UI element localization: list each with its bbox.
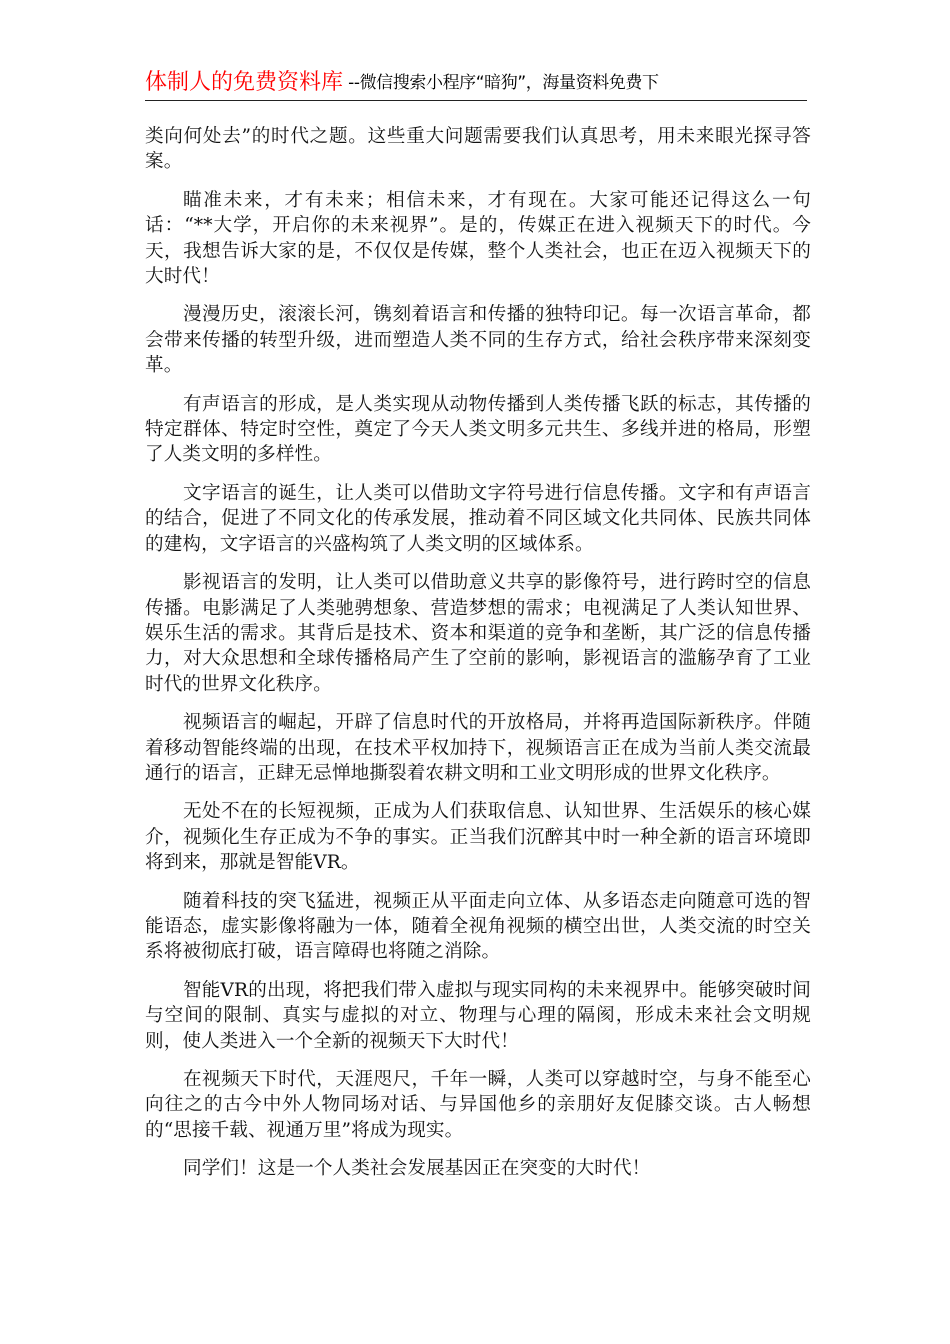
paragraph: 影视语言的发明，让人类可以借助意义共享的影像符号，进行跨时空的信息传播。电影满足了人类驰骋想象、营造梦想的需求；电视满足了人类认知世界、娱乐生活的需求。其背后是技术、资本和渠道的竞争和垄断，其广泛的信息传播力，对大众思想和全球传播格局产生了空前的影响，影视语言的滥觞孕育了工业时代的世界文化秩序。 — [145, 572, 811, 695]
page-header — [145, 70, 807, 101]
paragraph: 智能VR的出现，将把我们带入虚拟与现实同构的未来视界中。能够突破时间与空间的限制、真实与虚拟的对立、物理与心理的隔阂，形成未来社会文明规则，使人类进入一个全新的视频天下大时代！ — [145, 979, 811, 1052]
document-body — [145, 124, 811, 1195]
paragraph: 视频语言的崛起，开辟了信息时代的开放格局，并将再造国际新秩序。伴随着移动智能终端的出现，在技术平权加持下，视频语言正在成为当前人类交流最通行的语言，正肆无忌惮地撕裂着农耕文明和工业文明形成的世界文化秩序。 — [145, 712, 811, 784]
paragraph: 同学们！这是一个人类社会发展基因正在突变的大时代！ — [183, 1158, 651, 1180]
paragraph: 无处不在的长短视频，正成为人们获取信息、认知世界、生活娱乐的核心媒介，视频化生存正成为不争的事实。正当我们沉醉其中时一种全新的语言环境即将到来，那就是智能VR。 — [145, 801, 811, 874]
paragraph: 在视频天下时代，天涯咫尺，千年一瞬，人类可以穿越时空，与身不能至心向往之的古今中外人物同场对话、与异国他乡的亲朋好友促膝交谈。古人畅想的“思接千载、视通万里”将成为现实。 — [145, 1069, 811, 1141]
paragraph: 漫漫历史，滚滚长河，镌刻着语言和传播的独特印记。每一次语言革命，都会带来传播的转型升级，进而塑造人类不同的生存方式，给社会秩序带来深刻变革。 — [145, 304, 811, 377]
paragraph: 文字语言的诞生，让人类可以借助文字符号进行信息传播。文字和有声语言的结合，促进了不同文化的传承发展，推动着不同区域文化共同体、民族共同体的建构，文字语言的兴盛构筑了人类文明的区域体系。 — [145, 482, 811, 555]
paragraph: 有声语言的形成，是人类实现从动物传播到人类传播飞跃的标志，其传播的特定群体、特定时空性，奠定了今天人类文明多元共生、多线并进的格局，形塑了人类文明的多样性。 — [145, 393, 811, 466]
header-title: 体制人的免费资料库 — [145, 70, 344, 95]
paragraph: 瞄准未来，才有未来；相信未来，才有现在。大家可能还记得这么一句话：“**大学，开启你的未来视界”。是的，传媒正在进入视频天下的时代。今天，我想告诉大家的是，不仅仅是传媒，整个人类社会，也正在迈入视频天下的大时代！ — [145, 189, 811, 288]
header-subtitle: --微信搜索小程序“暗狗”，海量资料免费下 — [348, 73, 659, 93]
paragraph: 随着科技的突飞猛进，视频正从平面走向立体、从多语态走向随意可选的智能语态，虚实影像将融为一体，随着全视角视频的横空出世，人类交流的时空关系将被彻底打破，语言障碍也将随之消除。 — [145, 890, 811, 963]
paragraph-continued: 类向何处去”的时代之题。这些重大问题需要我们认真思考，用未来眼光探寻答案。 — [145, 126, 811, 173]
